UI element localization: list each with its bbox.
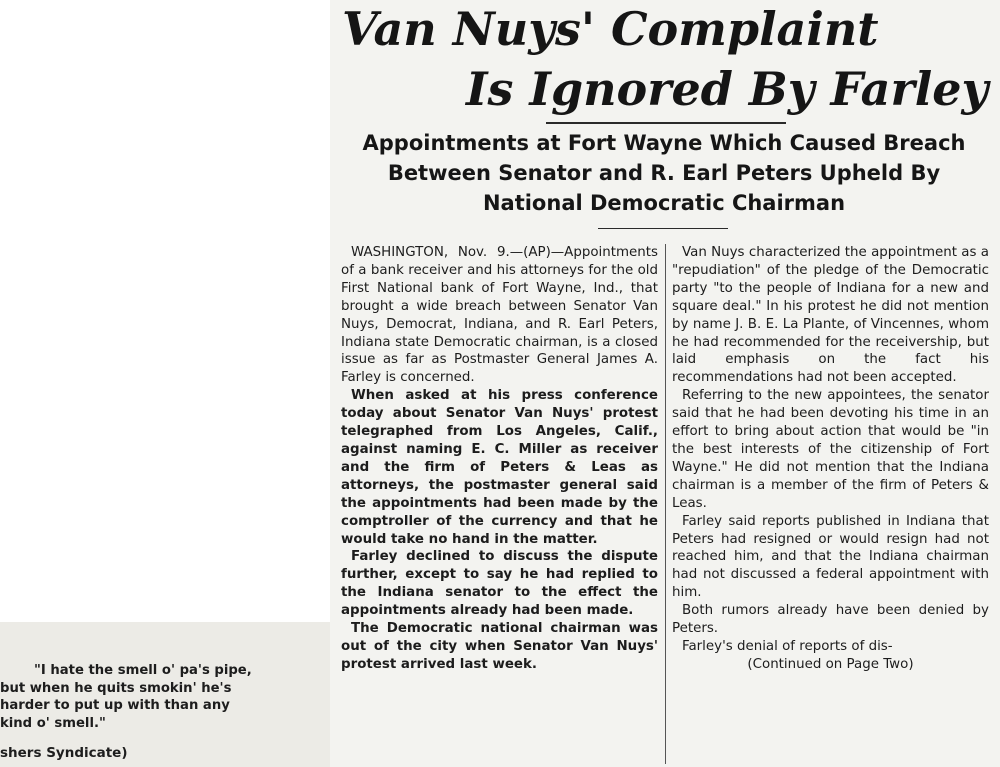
paragraph: Farley said reports published in Indiana that Peters had resigned or would resign had not reached him, and that the Indiana chairman had not discussed a federal appointment with him. xyxy=(672,513,989,601)
paragraph: When asked at his press conference today about Senator Van Nuys' protest telegraphed from Los Angeles, Calif., against naming E. C. Miller as receiver and the firm of Peters & Leas as attorneys, the postmaster general said the appointments had been made by the comptroller of the currency and that he would take no hand in the matter. xyxy=(341,388,658,547)
article-column-2 xyxy=(672,244,989,674)
paragraph: Both rumors already have been denied by Peters. xyxy=(672,603,989,637)
caption-line: kind o' smell." xyxy=(0,715,106,731)
paragraph: Referring to the new appointees, the senator said that he had been devoting his time in an effort to bring about action that would be "in the best interests of the citizenship of Fort Wayne." He did not mention that the Indiana chairman is a member of the firm of Peters & Leas. xyxy=(672,388,989,511)
headline-rule xyxy=(546,122,786,124)
cartoon-caption xyxy=(0,662,322,732)
headline-line-1: Van Nuys' Complaint xyxy=(342,2,879,56)
article-column-1 xyxy=(341,244,658,674)
headline-line-2: Is Ignored By Farley xyxy=(466,62,989,116)
paragraph: WASHINGTON, Nov. 9.—(AP)—Appointments of a bank receiver and his attorneys for the old First National bank of Fort Wayne, Ind., that brought a wide breach between Senator Van Nuys, Democrat, Indiana, and R. Earl Peters, Indiana state Democratic chairman, is a closed issue as far as Postmaster General James A. Farley is concerned. xyxy=(341,245,658,386)
deck-line-1: Appointments at Fort Wayne Which Caused Breach xyxy=(362,131,966,155)
syndicate-credit: shers Syndicate) xyxy=(0,745,128,761)
deck-line-2: Between Senator and R. Earl Peters Upheld By xyxy=(387,161,941,185)
continued-notice: (Continued on Page Two) xyxy=(747,656,914,672)
column-divider xyxy=(665,244,666,764)
paragraph: The Democratic national chairman was out of the city when Senator Van Nuys' protest arrived last week. xyxy=(341,621,658,672)
deck-headline xyxy=(336,128,992,218)
paragraph: Farley's denial of reports of dis- xyxy=(682,638,893,654)
paragraph: Van Nuys characterized the appointment as a "repudiation" of the pledge of the Democratic party "to the people of Indiana for a new and square deal." In his protest he did not mention by name J. B. E. La Plante, of Vincennes, whom he had recommended for the receivership, but laid emphasis on the fact his recommendations had not been accepted. xyxy=(672,245,989,386)
caption-text: "I hate the smell o' pa's pipe, xyxy=(34,663,252,678)
paragraph: Farley declined to discuss the dispute further, except to say he had replied to the Indiana senator to the effect the appointments already had been made. xyxy=(341,549,658,619)
caption-line xyxy=(0,662,322,680)
caption-line: harder to put up with than any xyxy=(0,698,230,713)
caption-line: but when he quits smokin' he's xyxy=(0,680,232,696)
deck-line-3: National Democratic Chairman xyxy=(482,191,846,215)
deck-rule xyxy=(598,228,728,229)
